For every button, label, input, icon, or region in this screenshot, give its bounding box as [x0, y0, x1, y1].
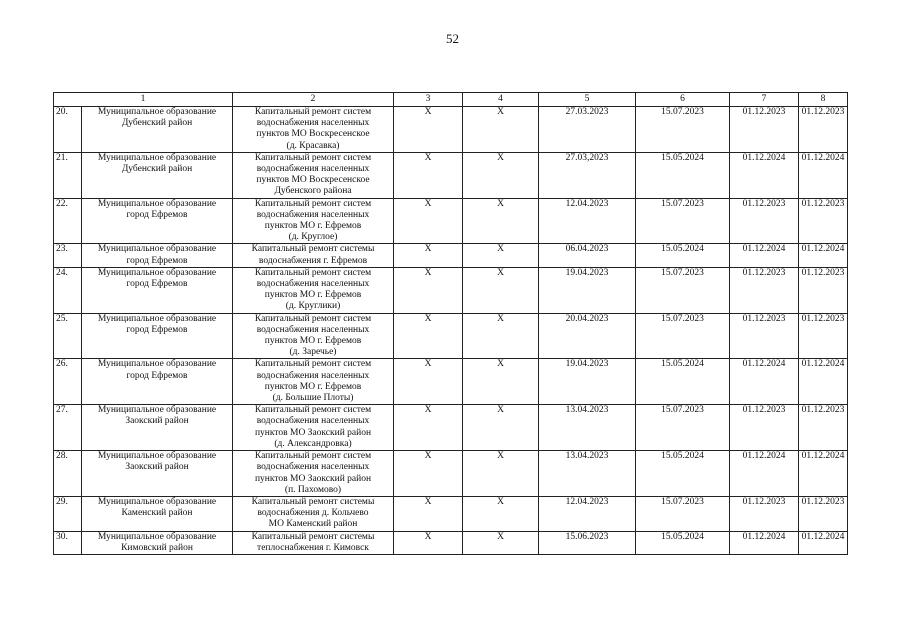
date-col8-cell: 01.12.2023: [799, 198, 848, 244]
work-line: Капитальный ремонт системы: [251, 496, 375, 507]
col3-cell: Х: [394, 496, 463, 531]
date-col5-cell: 13.04.2023: [539, 405, 636, 451]
work-line: пунктов МО г. Ефремов: [264, 290, 362, 301]
work-description-cell: [233, 359, 394, 405]
municipality-line: Кимовский район: [121, 543, 193, 554]
municipality-line: Муниципальное образование: [97, 359, 217, 370]
work-line: Капитальный ремонт системы: [251, 531, 375, 542]
date-col7-cell: 01.12.2023: [730, 198, 799, 244]
date-col7-cell: 01.12.2024: [730, 531, 799, 554]
work-line: Капитальный ремонт систем: [254, 267, 372, 278]
municipality-line: Муниципальное образование: [97, 107, 217, 117]
work-line: пунктов МО Заокский район: [254, 427, 372, 438]
row-number-cell: 21.: [54, 152, 82, 198]
col4-cell: Х: [463, 152, 539, 198]
work-description-cell: [233, 531, 394, 554]
column-header: 2: [233, 93, 394, 107]
municipality-line: Муниципальное образование: [97, 496, 217, 507]
work-description-cell: [233, 405, 394, 451]
municipality-line: город Ефремов: [126, 370, 188, 381]
col4-cell: Х: [463, 244, 539, 267]
work-line: Капитальный ремонт систем: [254, 451, 372, 462]
municipality-cell: [82, 107, 233, 153]
col3-cell: Х: [394, 152, 463, 198]
date-col8-cell: 01.12.2024: [799, 244, 848, 267]
municipality-cell: [82, 198, 233, 244]
work-description-cell: [233, 451, 394, 497]
work-line: водоснабжения населенных: [256, 118, 370, 129]
municipality-line: Муниципальное образование: [97, 405, 217, 416]
date-col5-cell: 27.03.2023: [539, 107, 636, 153]
work-description-cell: [233, 244, 394, 267]
date-col8-cell: 01.12.2024: [799, 359, 848, 405]
date-col8-cell: 01.12.2024: [799, 152, 848, 198]
date-col8-cell: 01.12.2023: [799, 267, 848, 313]
date-col7-cell: 01.12.2023: [730, 267, 799, 313]
col3-cell: Х: [394, 405, 463, 451]
work-line: Капитальный ремонт систем: [254, 313, 372, 324]
municipality-cell: [82, 267, 233, 313]
col3-cell: Х: [394, 313, 463, 359]
column-header: 3: [394, 93, 463, 107]
work-description-cell: [233, 496, 394, 531]
work-line: водоснабжения г. Ефремов: [258, 255, 368, 266]
col4-cell: Х: [463, 451, 539, 497]
date-col5-cell: 13.04.2023: [539, 451, 636, 497]
table-row: [54, 451, 848, 497]
table-row: [54, 531, 848, 554]
work-line: (д. Красавка): [286, 140, 340, 151]
date-col8-cell: 01.12.2023: [799, 405, 848, 451]
date-col5-cell: 06.04.2023: [539, 244, 636, 267]
column-header: 6: [636, 93, 730, 107]
date-col6-cell: 15.07.2023: [636, 405, 730, 451]
work-line: МО Каменский район: [268, 519, 358, 530]
row-number-cell: 30.: [54, 531, 82, 554]
work-line: пунктов МО г. Ефремов: [264, 336, 362, 347]
work-description-cell: [233, 267, 394, 313]
col4-cell: Х: [463, 359, 539, 405]
work-line: Капитальный ремонт системы: [251, 244, 375, 255]
col3-cell: Х: [394, 267, 463, 313]
col4-cell: Х: [463, 267, 539, 313]
date-col5-cell: 19.04.2023: [539, 359, 636, 405]
work-line: пунктов МО г. Ефремов: [264, 221, 362, 232]
work-line: водоснабжения населенных: [256, 462, 370, 473]
municipality-cell: [82, 313, 233, 359]
date-col5-cell: 12.04.2023: [539, 496, 636, 531]
work-line: (д. Круглое): [288, 232, 338, 243]
table-row: [54, 198, 848, 244]
municipality-cell: [82, 152, 233, 198]
date-col6-cell: 15.07.2023: [636, 267, 730, 313]
date-col6-cell: 15.07.2023: [636, 313, 730, 359]
row-number-cell: 24.: [54, 267, 82, 313]
date-col6-cell: 15.05.2024: [636, 152, 730, 198]
column-header: 7: [730, 93, 799, 107]
table-row: [54, 405, 848, 451]
date-col5-cell: 19.04.2023: [539, 267, 636, 313]
municipality-line: город Ефремов: [126, 279, 188, 290]
date-col5-cell: 12.04.2023: [539, 198, 636, 244]
table-row: [54, 359, 848, 405]
municipality-line: Муниципальное образование: [97, 451, 217, 462]
work-line: Дубенского района: [274, 186, 352, 197]
work-line: водоснабжения населенных: [256, 324, 370, 335]
row-number-cell: 22.: [54, 198, 82, 244]
work-line: (п. Пахомово): [284, 484, 342, 495]
page-number: 52: [446, 31, 459, 46]
municipality-line: Заокский район: [125, 416, 189, 427]
col3-cell: Х: [394, 531, 463, 554]
header-row: [54, 93, 848, 107]
column-header: 5: [539, 93, 636, 107]
table-row: [54, 152, 848, 198]
date-col6-cell: 15.05.2024: [636, 451, 730, 497]
row-number-cell: 20.: [54, 107, 82, 153]
table-row: [54, 107, 848, 153]
work-line: пунктов МО Воскресенское: [256, 175, 370, 186]
municipality-line: город Ефремов: [126, 324, 188, 335]
municipality-line: Каменский район: [121, 508, 193, 519]
municipality-line: Муниципальное образование: [97, 152, 217, 163]
municipality-cell: [82, 244, 233, 267]
col3-cell: Х: [394, 198, 463, 244]
date-col7-cell: 01.12.2023: [730, 107, 799, 153]
municipality-cell: [82, 531, 233, 554]
work-line: пунктов МО г. Ефремов: [264, 381, 362, 392]
work-line: водоснабжения населенных: [256, 164, 370, 175]
work-line: (д. Круглики): [285, 301, 341, 312]
work-description-cell: [233, 152, 394, 198]
municipality-line: Заокский район: [125, 462, 189, 473]
schedule-table: [53, 92, 848, 555]
work-line: водоснабжения населенных: [256, 416, 370, 427]
work-line: Капитальный ремонт систем: [254, 359, 372, 370]
work-line: водоснабжения населенных: [256, 370, 370, 381]
work-line: пунктов МО Заокский район: [254, 473, 372, 484]
table-row: [54, 267, 848, 313]
col4-cell: Х: [463, 531, 539, 554]
column-header: 8: [799, 93, 848, 107]
date-col7-cell: 01.12.2023: [730, 313, 799, 359]
date-col5-cell: 15.06.2023: [539, 531, 636, 554]
work-line: водоснабжения населенных: [256, 279, 370, 290]
work-line: Капитальный ремонт систем: [254, 405, 372, 416]
date-col8-cell: 01.12.2023: [799, 107, 848, 153]
date-col8-cell: 01.12.2023: [799, 496, 848, 531]
date-col6-cell: 15.05.2024: [636, 531, 730, 554]
municipality-cell: [82, 451, 233, 497]
work-description-cell: [233, 107, 394, 153]
row-number-cell: 28.: [54, 451, 82, 497]
date-col8-cell: 01.12.2024: [799, 451, 848, 497]
date-col8-cell: 01.12.2023: [799, 313, 848, 359]
col4-cell: Х: [463, 405, 539, 451]
col3-cell: Х: [394, 359, 463, 405]
municipality-line: город Ефремов: [126, 255, 188, 266]
row-number-cell: 29.: [54, 496, 82, 531]
column-header: 4: [463, 93, 539, 107]
municipality-cell: [82, 405, 233, 451]
municipality-line: Дубенский район: [121, 164, 193, 175]
work-line: Капитальный ремонт систем: [254, 107, 372, 117]
column-header: 1: [54, 93, 233, 107]
table-row: [54, 313, 848, 359]
work-line: Капитальный ремонт систем: [254, 152, 372, 163]
col4-cell: Х: [463, 496, 539, 531]
table-row: [54, 244, 848, 267]
row-number-cell: 23.: [54, 244, 82, 267]
row-number-cell: 25.: [54, 313, 82, 359]
date-col7-cell: 01.12.2024: [730, 152, 799, 198]
date-col6-cell: 15.05.2024: [636, 359, 730, 405]
work-line: теплоснабжения г. Кимовск: [257, 543, 369, 554]
date-col6-cell: 15.07.2023: [636, 496, 730, 531]
date-col8-cell: 01.12.2024: [799, 531, 848, 554]
work-line: водоснабжения д. Кольчево: [257, 508, 369, 519]
table-row: [54, 496, 848, 531]
col3-cell: Х: [394, 451, 463, 497]
date-col7-cell: 01.12.2023: [730, 496, 799, 531]
municipality-cell: [82, 359, 233, 405]
work-line: Капитальный ремонт систем: [254, 198, 372, 209]
col4-cell: Х: [463, 313, 539, 359]
date-col7-cell: 01.12.2024: [730, 244, 799, 267]
work-line: (д. Александровка): [274, 438, 352, 449]
work-line: (д. Большие Плоты): [272, 393, 354, 404]
date-col5-cell: 20.04.2023: [539, 313, 636, 359]
work-description-cell: [233, 313, 394, 359]
work-description-cell: [233, 198, 394, 244]
date-col7-cell: 01.12.2023: [730, 405, 799, 451]
date-col6-cell: 15.07.2023: [636, 198, 730, 244]
municipality-cell: [82, 496, 233, 531]
municipality-line: Муниципальное образование: [97, 313, 217, 324]
date-col6-cell: 15.07.2023: [636, 107, 730, 153]
work-line: пунктов МО Воскресенское: [256, 129, 370, 140]
date-col7-cell: 01.12.2024: [730, 451, 799, 497]
municipality-line: Муниципальное образование: [97, 244, 217, 255]
col4-cell: Х: [463, 198, 539, 244]
row-number-cell: 26.: [54, 359, 82, 405]
date-col6-cell: 15.05.2024: [636, 244, 730, 267]
municipality-line: Муниципальное образование: [97, 267, 217, 278]
row-number-cell: 27.: [54, 405, 82, 451]
col3-cell: Х: [394, 107, 463, 153]
work-line: водоснабжения населенных: [256, 209, 370, 220]
date-col5-cell: 27.03,2023: [539, 152, 636, 198]
date-col7-cell: 01.12.2024: [730, 359, 799, 405]
municipality-line: Дубенский район: [121, 118, 193, 129]
municipality-line: город Ефремов: [126, 209, 188, 220]
col3-cell: Х: [394, 244, 463, 267]
municipality-line: Муниципальное образование: [97, 531, 217, 542]
col4-cell: Х: [463, 107, 539, 153]
work-line: (д. Заречье): [289, 347, 337, 358]
municipality-line: Муниципальное образование: [97, 198, 217, 209]
